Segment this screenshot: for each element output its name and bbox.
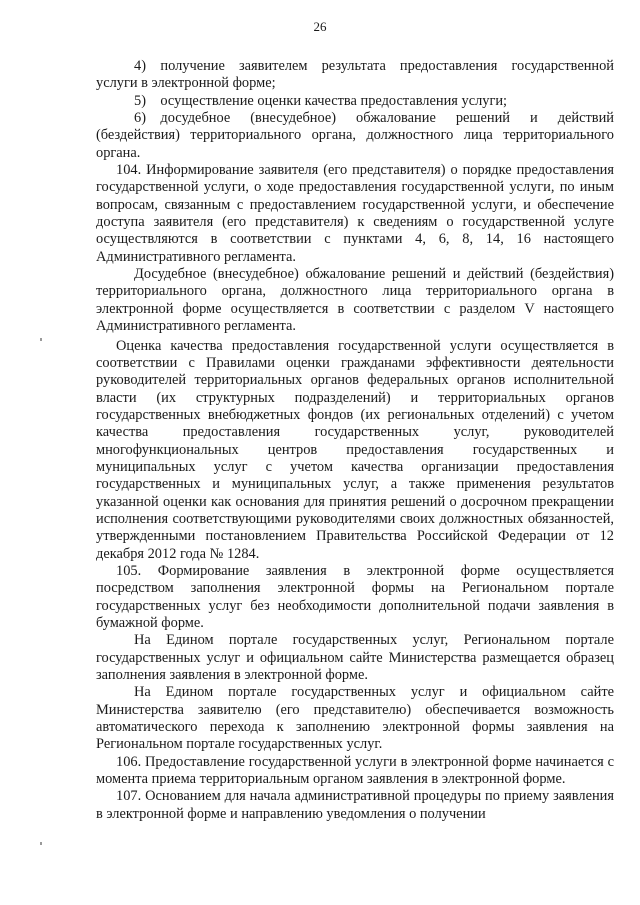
- paragraph-appeal: Досудебное (внесудебное) обжалование решений и действий (бездействия) территориального органа, должностного лица территориального органа в электронной форме осуществляется в соответствии с разделом V настоящего Административного регламента.: [96, 266, 614, 335]
- paragraph-quality-assessment: Оценка качества предоставления государственной услуги осуществляется в соответствии с Правилами оценки гражданами эффективности деятельности руководителей территориальных органов федеральных органов исполнительной власти (их структурных подразделений) и территориальных органов государственных внебюджетных фондов (их региональных отделений) с учетом качества предоставления государственных услуг, руководителей многофункциональных центров предоставления государственных и муниципальных услуг с учетом качества организации предоставления государственных и муниципальных услуг, а также применения результатов указанной оценки как основания для принятия решений о досрочном прекращении исполнения соответствующими руководителями своих должностных обязанностей, утвержденными постановлением Правительства Российской Федерации от 12 декабря 2012 года № 1284.: [96, 337, 614, 562]
- document-body: [96, 58, 614, 823]
- list-item-5: 5) осуществление оценки качества предоставления услуги;: [134, 92, 508, 109]
- margin-scan-mark: [40, 842, 42, 845]
- paragraph-105: 105. Формирование заявления в электронной форме осуществляется посредством заполнения электронной формы на Региональном портале государственных услуг без необходимости дополнительной подачи заявления в бумажной форме.: [96, 562, 614, 631]
- paragraph-sample-form: На Едином портале государственных услуг, Региональном портале государственных услуг и официальном сайте Министерства размещается образец заполнения заявления в электронной форме.: [96, 632, 614, 684]
- paragraph-portal-transition: На Едином портале государственных услуг и официальном сайте Министерства заявителю (его представителю) обеспечивается возможность автоматического перехода к заполнению электронной формы заявления на Региональном портале государственных услуг.: [96, 684, 614, 753]
- paragraph-104: 104. Информирование заявителя (его представителя) о порядке предоставления государственной услуги, о ходе предоставления государственной услуги, по иным вопросам, связанным с предоставлением государственной услуги, и обеспечение доступа заявителя (его представителя) к сведениям о государственной услуге осуществляются в соответствии с пунктами 4, 6, 8, 14, 16 настоящего Административного регламента.: [96, 162, 614, 265]
- page-number: 26: [313, 19, 327, 34]
- paragraph-106: 106. Предоставление государственной услуги в электронной форме начинается с момента приема территориальным органом заявления в электронной форме.: [96, 753, 614, 788]
- paragraph-107: 107. Основанием для начала административной процедуры по приему заявления в электронной форме и направлению уведомления о получении: [96, 788, 614, 822]
- list-item-4: 4) получение заявителем результата предоставления государственной услуги в электронной форме;: [96, 58, 614, 92]
- list-item-6: 6) досудебное (внесудебное) обжалование решений и действий (бездействия) территориального органа, должностного лица территориального органа.: [96, 110, 614, 161]
- margin-scan-mark: [40, 338, 42, 341]
